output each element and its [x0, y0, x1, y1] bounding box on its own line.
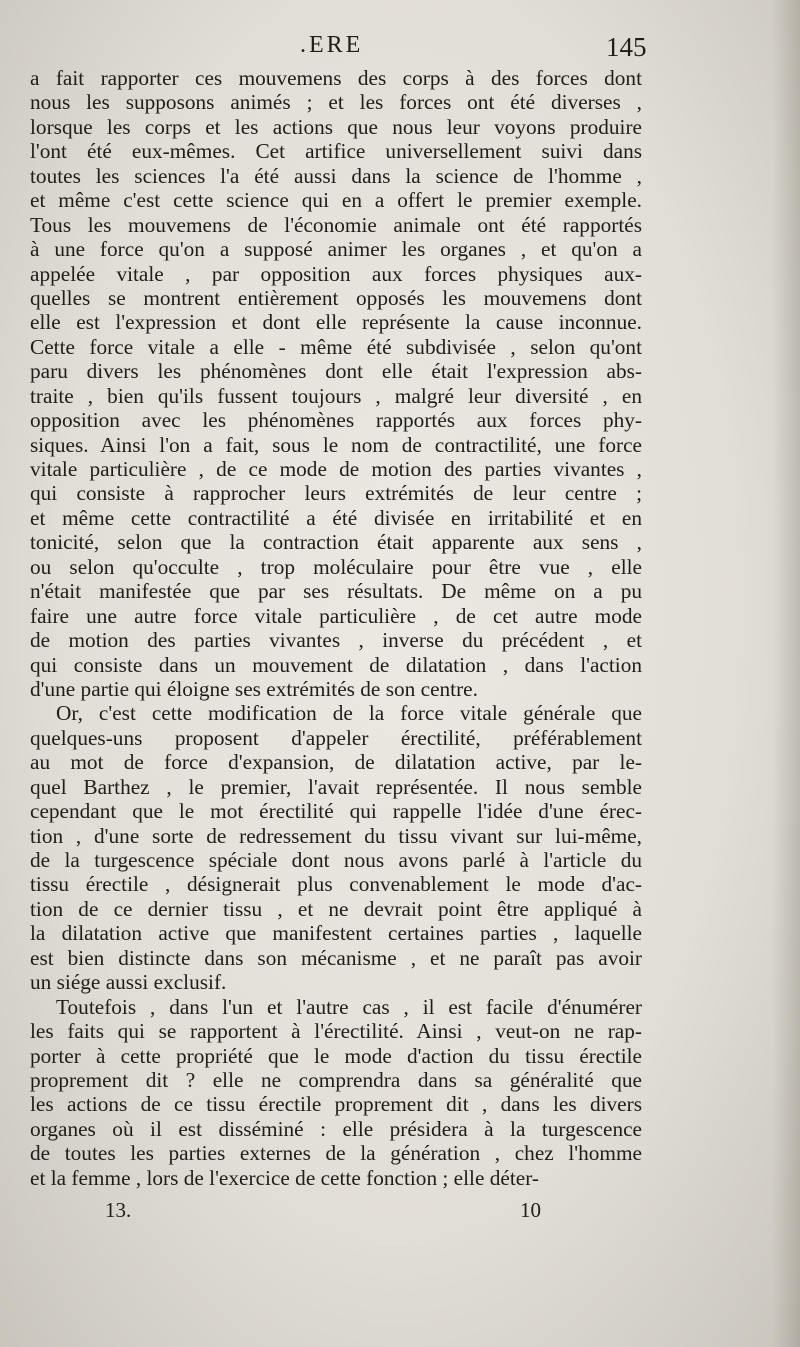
text-line: au mot de force d'expansion, de dilatation active, par le- — [30, 750, 642, 775]
text-line: Cette force vitale a elle - même été subdivisée , selon qu'ont — [30, 334, 642, 359]
text-line: tion de ce dernier tissu , et ne devrait point être appliqué à — [30, 896, 642, 921]
text-line: les faits qui se rapportent à l'érectilité. Ainsi , veut-on ne rap- — [30, 1019, 642, 1044]
text-line: les actions de ce tissu érectile proprement dit , dans les divers — [30, 1092, 642, 1117]
paragraph — [30, 701, 642, 994]
paragraph — [30, 995, 642, 1191]
text-line: paru divers les phénomènes dont elle était l'expression abs- — [30, 359, 642, 384]
text-line: de la turgescence spéciale dont nous avons parlé à l'article du — [30, 848, 642, 872]
text-line: toutes les sciences l'a été aussi dans la science de l'homme , — [30, 163, 642, 188]
text-line: quel Barthez , le premier, l'avait représentée. Il nous semble — [30, 774, 642, 799]
text-line: et la femme , lors de l'exercice de cette fonction ; elle déter- — [30, 1165, 539, 1190]
text-line: tion , d'une sorte de redressement du tissu vivant sur lui-même, — [30, 823, 642, 848]
text-line: qui consiste à rapprocher leurs extrémités de leur centre ; — [30, 481, 642, 506]
text-line: la dilatation active que manifestent certaines parties , laquelle — [30, 921, 642, 946]
text-line: opposition avec les phénomènes rapportés aux forces phy- — [30, 408, 642, 433]
body-text — [30, 66, 642, 1190]
text-line: siques. Ainsi l'on a fait, sous le nom de contractilité, une force — [30, 432, 642, 457]
text-line: tissu érectile , désignerait plus convenablement le mode d'ac- — [30, 872, 642, 897]
folio-mark: 10 — [520, 1198, 541, 1222]
text-line: vitale particulière , de ce mode de motion des parties vivantes , — [30, 457, 642, 481]
text-line: Toutefois , dans l'un et l'autre cas , il est facile d'énumérer — [56, 994, 642, 1019]
text-line: appelée vitale , par opposition aux forces physiques aux- — [30, 261, 642, 286]
text-line: organes où il est disséminé : elle présidera à la turgescence — [30, 1116, 642, 1141]
text-line: proprement dit ? elle ne comprendra dans sa généralité que — [30, 1067, 642, 1092]
text-line: cependant que le mot érectilité qui rappelle l'idée d'une érec- — [30, 799, 642, 824]
text-line: faire une autre force vitale particulière , de cet autre mode — [30, 603, 642, 628]
page-footer — [0, 1198, 800, 1228]
text-line: qui consiste dans un mouvement de dilatation , dans l'action — [30, 652, 642, 677]
text-line: un siége aussi exclusif. — [30, 970, 227, 995]
text-line: elle est l'expression et dont elle représente la cause inconnue. — [30, 310, 642, 335]
paragraph — [30, 66, 642, 701]
text-line: et même cette contractilité a été divisée en irritabilité et en — [30, 505, 642, 530]
text-line: porter à cette propriété que le mode d'action du tissu érectile — [30, 1043, 642, 1068]
page-edge-shadow — [772, 0, 800, 1347]
text-line: à une force qu'on a supposé animer les organes , et qu'on a — [30, 237, 642, 262]
text-line: et même c'est cette science qui en a offert le premier exemple. — [30, 188, 642, 213]
text-line: ou selon qu'occulte , trop moléculaire pour être vue , elle — [30, 554, 642, 579]
text-line: Tous les mouvemens de l'économie animale ont été rapportés — [30, 212, 642, 237]
text-line: de toutes les parties externes de la génération , chez l'homme — [30, 1141, 642, 1166]
text-line: a fait rapporter ces mouvemens des corps à des forces dont — [30, 66, 642, 90]
text-line: nous les supposons animés ; et les forces ont été diverses , — [30, 90, 642, 115]
text-line: l'ont été eux-mêmes. Cet artifice universellement suivi dans — [30, 139, 642, 164]
text-line: tonicité, selon que la contraction était apparente aux sens , — [30, 530, 642, 555]
text-line: quelques-uns proposent d'appeler érectilité, préférablement — [30, 725, 642, 750]
text-line: lorsque les corps et les actions que nous leur voyons produire — [30, 114, 642, 139]
text-line: est bien distincte dans son mécanisme , et ne paraît pas avoir — [30, 945, 642, 970]
text-line: Or, c'est cette modification de la force vitale générale que — [56, 701, 642, 726]
text-line: n'était manifestée que par ses résultats. De même on a pu — [30, 579, 642, 604]
text-line: de motion des parties vivantes , inverse du précédent , et — [30, 628, 642, 653]
page-number: 145 — [606, 32, 647, 62]
running-head — [0, 32, 800, 66]
text-line: traite , bien qu'ils fussent toujours , malgré leur diversité , en — [30, 383, 642, 408]
signature-mark: 13. — [105, 1198, 132, 1222]
text-line: d'une partie qui éloigne ses extrémités de son centre. — [30, 676, 478, 701]
running-title: .ERE — [300, 32, 364, 58]
text-line: quelles se montrent entièrement opposés les mouvemens dont — [30, 285, 642, 310]
